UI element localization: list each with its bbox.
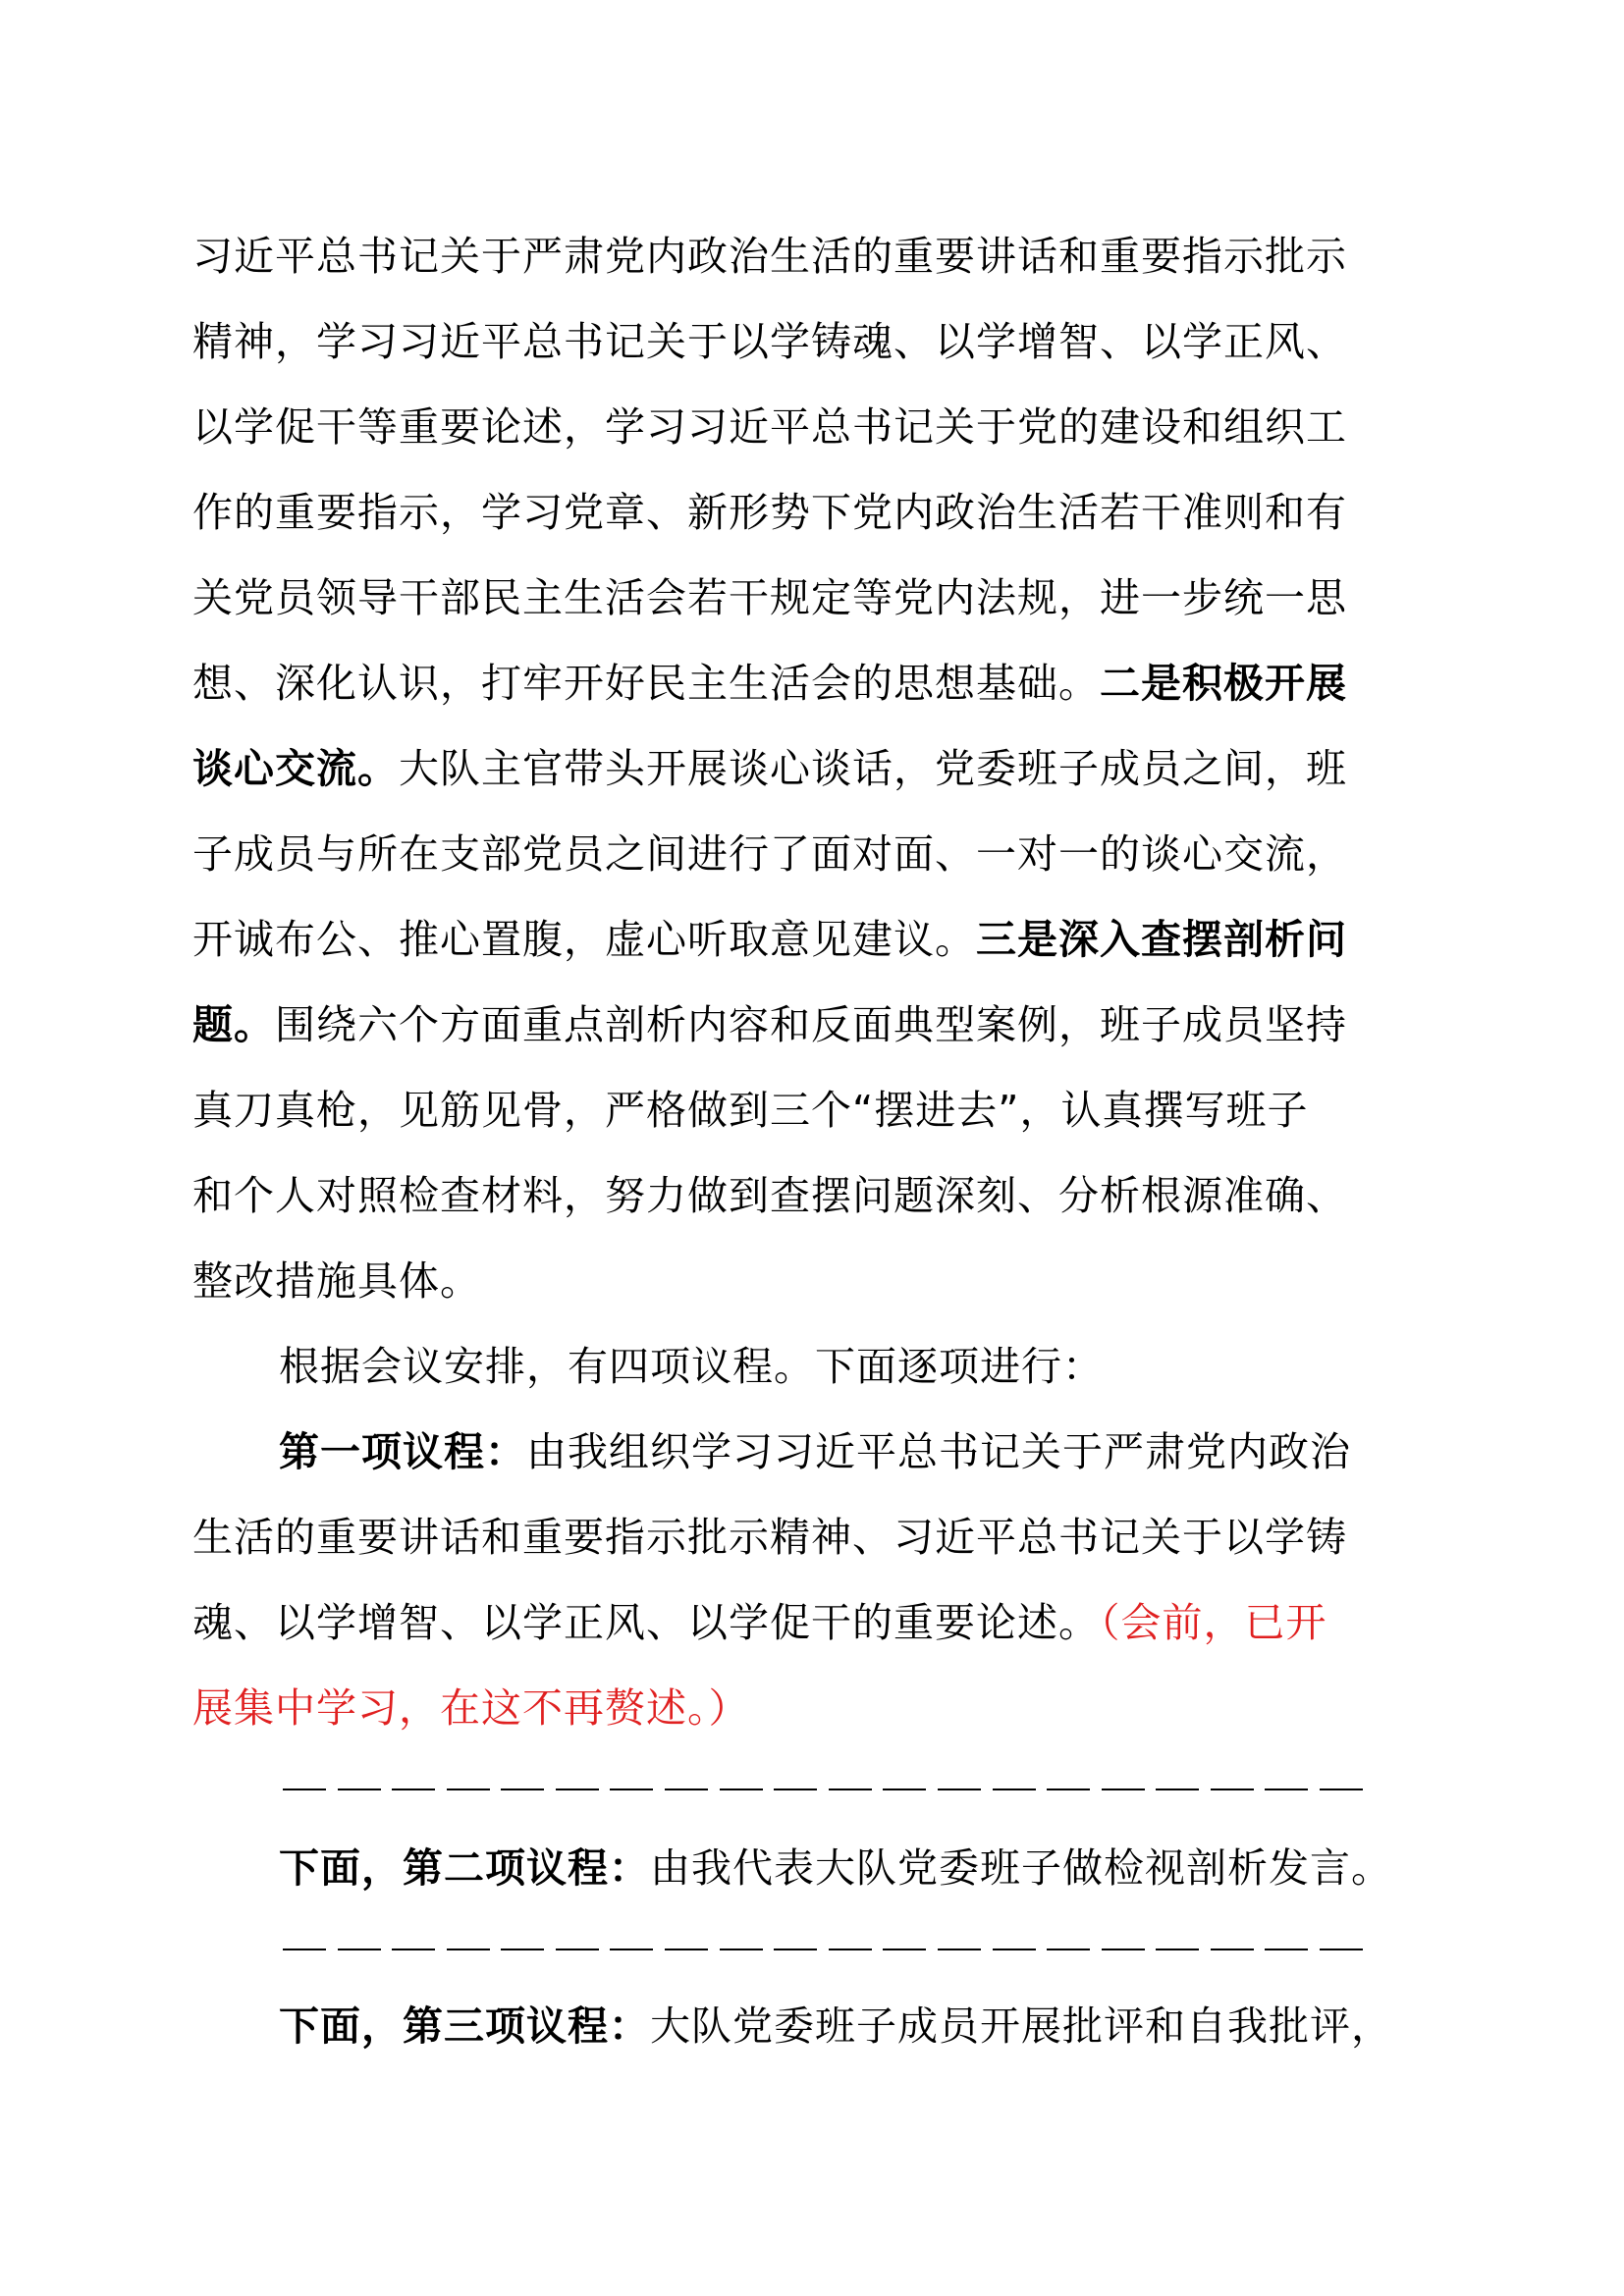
agenda-item-1 xyxy=(192,1410,1445,1495)
bold-heading: 谈心交流。 xyxy=(192,745,399,792)
text-line: 整改措施具体。 xyxy=(192,1257,481,1305)
agenda-item-2 xyxy=(192,1826,1445,1911)
agenda-intro: 根据会议安排，有四项议程。下面逐项进行： xyxy=(279,1343,1104,1390)
agenda-label: 下面，第二项议程： xyxy=(279,1844,650,1892)
bold-heading: 题。 xyxy=(192,1001,275,1048)
text-line: 作的重要指示，学习党章、新形势下党内政治生活若干准则和有 xyxy=(192,489,1347,536)
red-note: 展集中学习，在这不再赘述。） xyxy=(192,1684,750,1732)
text-run: 大队主官带头开展谈心谈话，党委班子成员之间，班 xyxy=(399,745,1347,792)
text-run: 由我代表大队党委班子做检视剖析发言。 xyxy=(650,1844,1392,1892)
text-run: 想、深化认识，打牢开好民主生活会的思想基础。 xyxy=(192,660,1100,707)
agenda-line xyxy=(192,1826,1445,1911)
text-line xyxy=(192,897,1445,983)
text-line: 和个人对照检查材料，努力做到查摆问题深刻、分析根源准确、 xyxy=(192,1172,1347,1219)
text-line: 以学促干等重要论述，学习习近平总书记关于党的建设和组织工 xyxy=(192,403,1347,451)
text-line: 真刀真枪，见筋见骨，严格做到三个“摆进去”，认真撰写班子 xyxy=(192,1087,1309,1134)
agenda-label: 第一项议程： xyxy=(279,1428,526,1475)
text-line xyxy=(192,641,1445,726)
text-run: 魂、以学增智、以学正风、以学促干的重要论述。 xyxy=(192,1599,1100,1646)
text-line xyxy=(192,983,1445,1068)
text-line: 生活的重要讲话和重要指示批示精神、习近平总书记关于以学铸 xyxy=(192,1514,1347,1561)
dash-separator xyxy=(283,1789,1363,1792)
body-text xyxy=(192,214,1445,1751)
dash-separator xyxy=(283,1949,1363,1952)
text-line: 关党员领导干部民主生活会若干规定等党内法规，进一步统一思 xyxy=(192,574,1347,621)
red-note: （会前，已开 xyxy=(1100,1599,1327,1646)
bold-heading: 二是积极开展 xyxy=(1100,660,1347,707)
text-run: 围绕六个方面重点剖析内容和反面典型案例，班子成员坚持 xyxy=(275,1001,1347,1048)
text-line: 子成员与所在支部党员之间进行了面对面、一对一的谈心交流， xyxy=(192,830,1347,878)
text-line xyxy=(192,1580,1445,1666)
text-run: 大队党委班子成员开展批评和自我批评， xyxy=(650,2002,1392,2050)
agenda-line xyxy=(192,1984,1445,2069)
bold-heading: 三是深入查摆剖析问 xyxy=(976,916,1347,963)
text-run: 由我组织学习习近平总书记关于严肃党内政治 xyxy=(526,1428,1351,1475)
text-line xyxy=(192,726,1445,812)
agenda-label: 下面，第三项议程： xyxy=(279,2002,650,2050)
text-line: 习近平总书记关于严肃党内政治生活的重要讲话和重要指示批示 xyxy=(192,233,1347,280)
text-run: 开诚布公、推心置腹，虚心听取意见建议。 xyxy=(192,916,976,963)
text-line: 精神，学习习近平总书记关于以学铸魂、以学增智、以学正风、 xyxy=(192,318,1347,365)
agenda-item-3 xyxy=(192,1984,1445,2069)
